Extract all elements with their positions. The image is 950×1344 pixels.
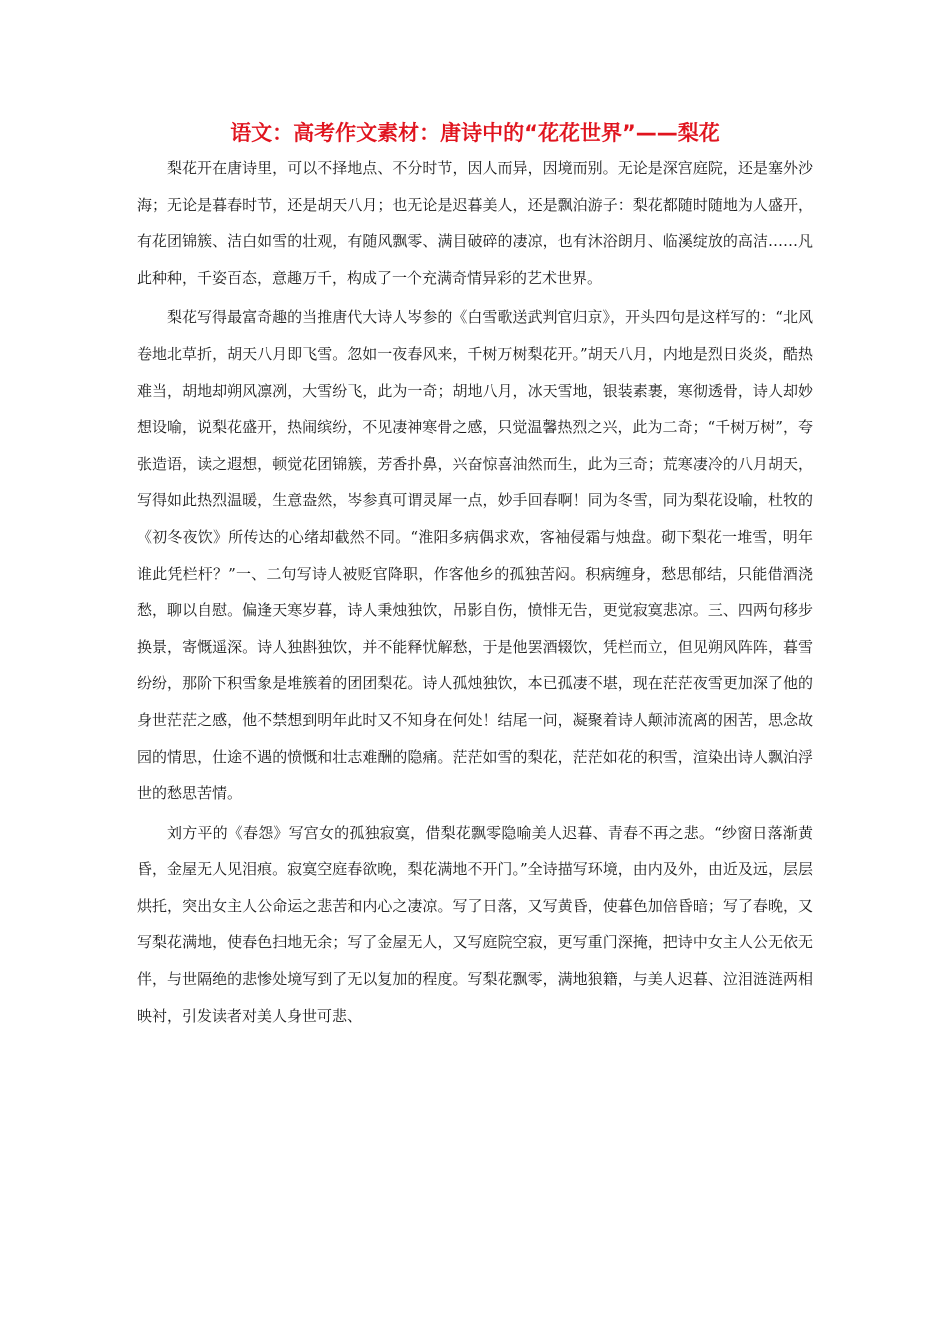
paragraph-cen-shen: 梨花写得最富奇趣的当推唐代大诗人岑参的《白雪歌送武判官归京》，开头四句是这样写的：“北风卷地北草折，胡天八月即飞雪。忽如一夜春风来，千树万树梨花开。”胡天八月，内地是烈日炎炎，酷热难当，胡地却朔风凛冽，大雪纷飞，此为一奇；胡地八月，冰天雪地，银装素裹，寒彻透骨，诗人却妙想设喻，说梨花盛开，热闹缤纷，不见凄神寒骨之感，只觉温馨热烈之兴，此为二奇；“千树万树”，夸张造语，读之遐想，顿觉花团锦簇，芳香扑鼻，兴奋惊喜油然而生，此为三奇；荒寒凄冷的八月胡天，写得如此热烈温暖，生意盎然，岑参真可谓灵犀一点，妙手回春啊！同为冬雪，同为梨花设喻，杜牧的《初冬夜饮》所传达的心绪却截然不同。“淮阳多病偶求欢，客袖侵霜与烛盘。砌下梨花一堆雪，明年谁此凭栏杆？”一、二句写诗人被贬官降职，作客他乡的孤独苦闷。积病缠身，愁思郁结，只能借酒浇愁，聊以自慰。偏逢天寒岁暮，诗人秉烛独饮，吊影自伤，愤悱无告，更觉寂寞悲凉。三、四两句移步换景，寄慨遥深。诗人独斟独饮，并不能释忧解愁，于是他罢酒辍饮，凭栏而立，但见朔风阵阵，暮雪纷纷，那阶下积雪象是堆簇着的团团梨花。诗人孤烛独饮，本已孤凄不堪，现在茫茫夜雪更加深了他的身世茫茫之感，他不禁想到明年此时又不知身在何处！结尾一问，凝聚着诗人颠沛流离的困苦，思念故园的情思，仕途不遇的愤慨和壮志难酬的隐痛。茫茫如雪的梨花，茫茫如花的积雪，渲染出诗人飘泊浮世的愁思苦情。 xyxy=(137,308,813,803)
paragraph-intro: 梨花开在唐诗里，可以不择地点、不分时节，因人而异，因境而别。无论是深宫庭院，还是塞外沙海；无论是暮春时节，还是胡天八月；也无论是迟暮美人，还是飘泊游子：梨花都随时随地为人盛开，有花团锦簇、洁白如雪的壮观，有随风飘零、满目破碎的凄凉，也有沐浴朗月、临溪绽放的高洁……凡此种种，千姿百态，意趣万千，构成了一个充满奇情异彩的艺术世界。 xyxy=(137,159,813,287)
document-page xyxy=(137,118,813,1034)
paragraph-liu-fangping: 刘方平的《春怨》写宫女的孤独寂寞，借梨花飘零隐喻美人迟暮、青春不再之悲。“纱窗日落渐黄昏，金屋无人见泪痕。寂寞空庭春欲晚，梨花满地不开门。”全诗描写环境，由内及外，由近及远，层层烘托，突出女主人公命运之悲苦和内心之凄凉。写了日落，又写黄昏，使暮色加倍昏暗；写了春晚，又写梨花满地，使春色扫地无余；写了金屋无人，又写庭院空寂，更写重门深掩，把诗中女主人公无依无伴，与世隔绝的悲惨处境写到了无以复加的程度。写梨花飘零，满地狼籍，与美人迟暮、泣泪涟涟两相映衬，引发读者对美人身世可悲、 xyxy=(137,823,813,1025)
document-title: 语文：高考作文素材：唐诗中的“花花世界”——梨花 xyxy=(230,121,720,145)
